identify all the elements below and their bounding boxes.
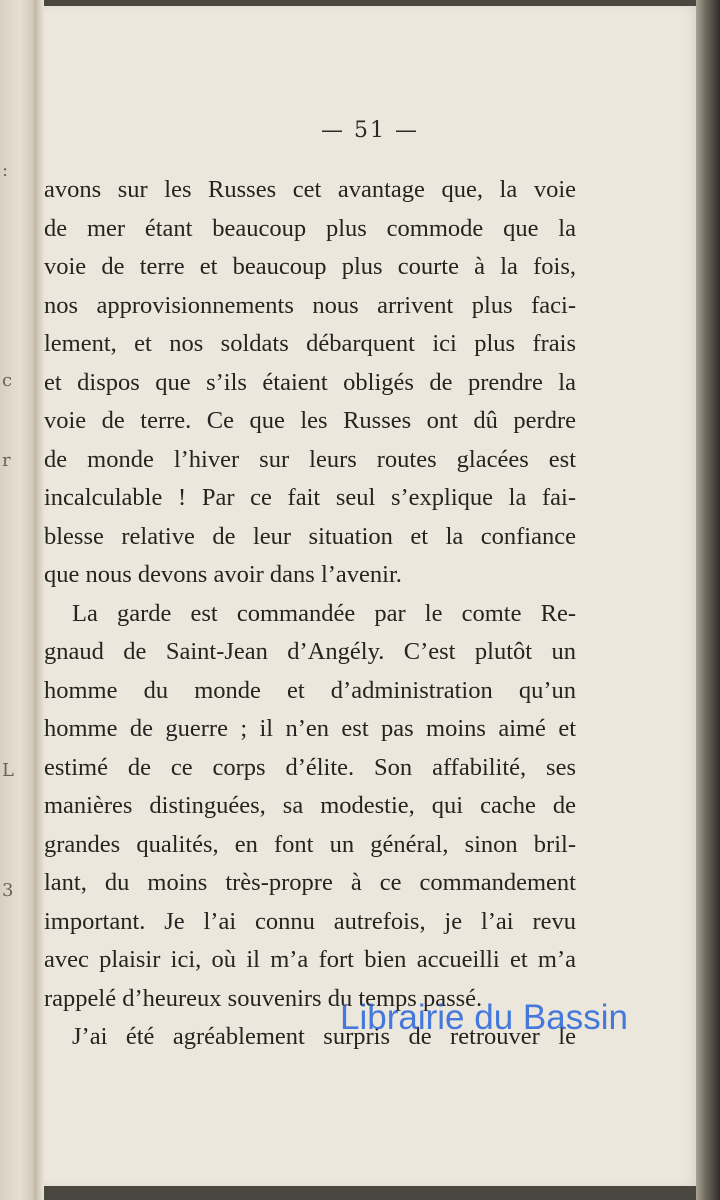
facing-page-fragment: 3 [2, 880, 14, 901]
text-line: avec plaisir ici, où il m’a fort bien accueilli et m’a [44, 946, 576, 973]
page-stack-edge [696, 0, 720, 1200]
page-number: — 51 — [321, 118, 419, 143]
text-line: J’ai été agréablement surpris de retrouver le [72, 1023, 576, 1050]
text-line: de mer étant beaucoup plus commode que la [44, 214, 576, 242]
text-line: manières distinguées, sa modestie, qui cache de [44, 792, 576, 819]
text-line: avons sur les Russes cet avantage que, la voie [44, 176, 576, 203]
text-line: blesse relative de leur situation et la confiance [44, 522, 576, 550]
text-line: homme de guerre ; il n’en est pas moins aimé et [44, 715, 576, 742]
text-line: de monde l’hiver sur leurs routes glacées est [44, 445, 576, 473]
text-line: rappelé d’heureux souvenirs du temps passé. [44, 984, 483, 1012]
text-line: estimé de ce corps d’élite. Son affabilité, ses [44, 753, 576, 781]
text-line: La garde est commandée par le comte Re- [72, 599, 576, 627]
book-gutter [34, 0, 44, 1200]
facing-page-fragment: L [2, 760, 14, 781]
text-line: lant, du moins très-propre à ce commandement [44, 869, 576, 896]
watermark-text: Librairie du Bassin [340, 998, 628, 1037]
text-line: nos approvisionnements nous arrivent plus faci- [44, 291, 576, 319]
text-line: incalculable ! Par ce fait seul s’explique la fai- [44, 484, 576, 511]
text-line: que nous devons avoir dans l’avenir. [44, 561, 402, 588]
text-line: lement, et nos soldats débarquent ici plus frais [44, 330, 576, 357]
facing-page-fragment: : [2, 160, 9, 181]
text-line: voie de terre et beaucoup plus courte à la fois, [44, 253, 576, 280]
text-line: et dispos que s’ils étaient obligés de prendre la [44, 368, 576, 396]
text-line: grandes qualités, en font un général, sinon bril- [44, 830, 576, 858]
text-line: gnaud de Saint-Jean d’Angély. C’est plutôt un [44, 638, 576, 665]
facing-page-fragment: c [2, 370, 13, 391]
text-line: important. Je l’ai connu autrefois, je l’ai revu [44, 907, 576, 935]
facing-page-fragment: r [2, 450, 11, 471]
facing-page-edge [0, 0, 34, 1200]
text-line: homme du monde et d’administration qu’un [44, 676, 576, 704]
text-line: voie de terre. Ce que les Russes ont dû perdre [44, 407, 576, 434]
